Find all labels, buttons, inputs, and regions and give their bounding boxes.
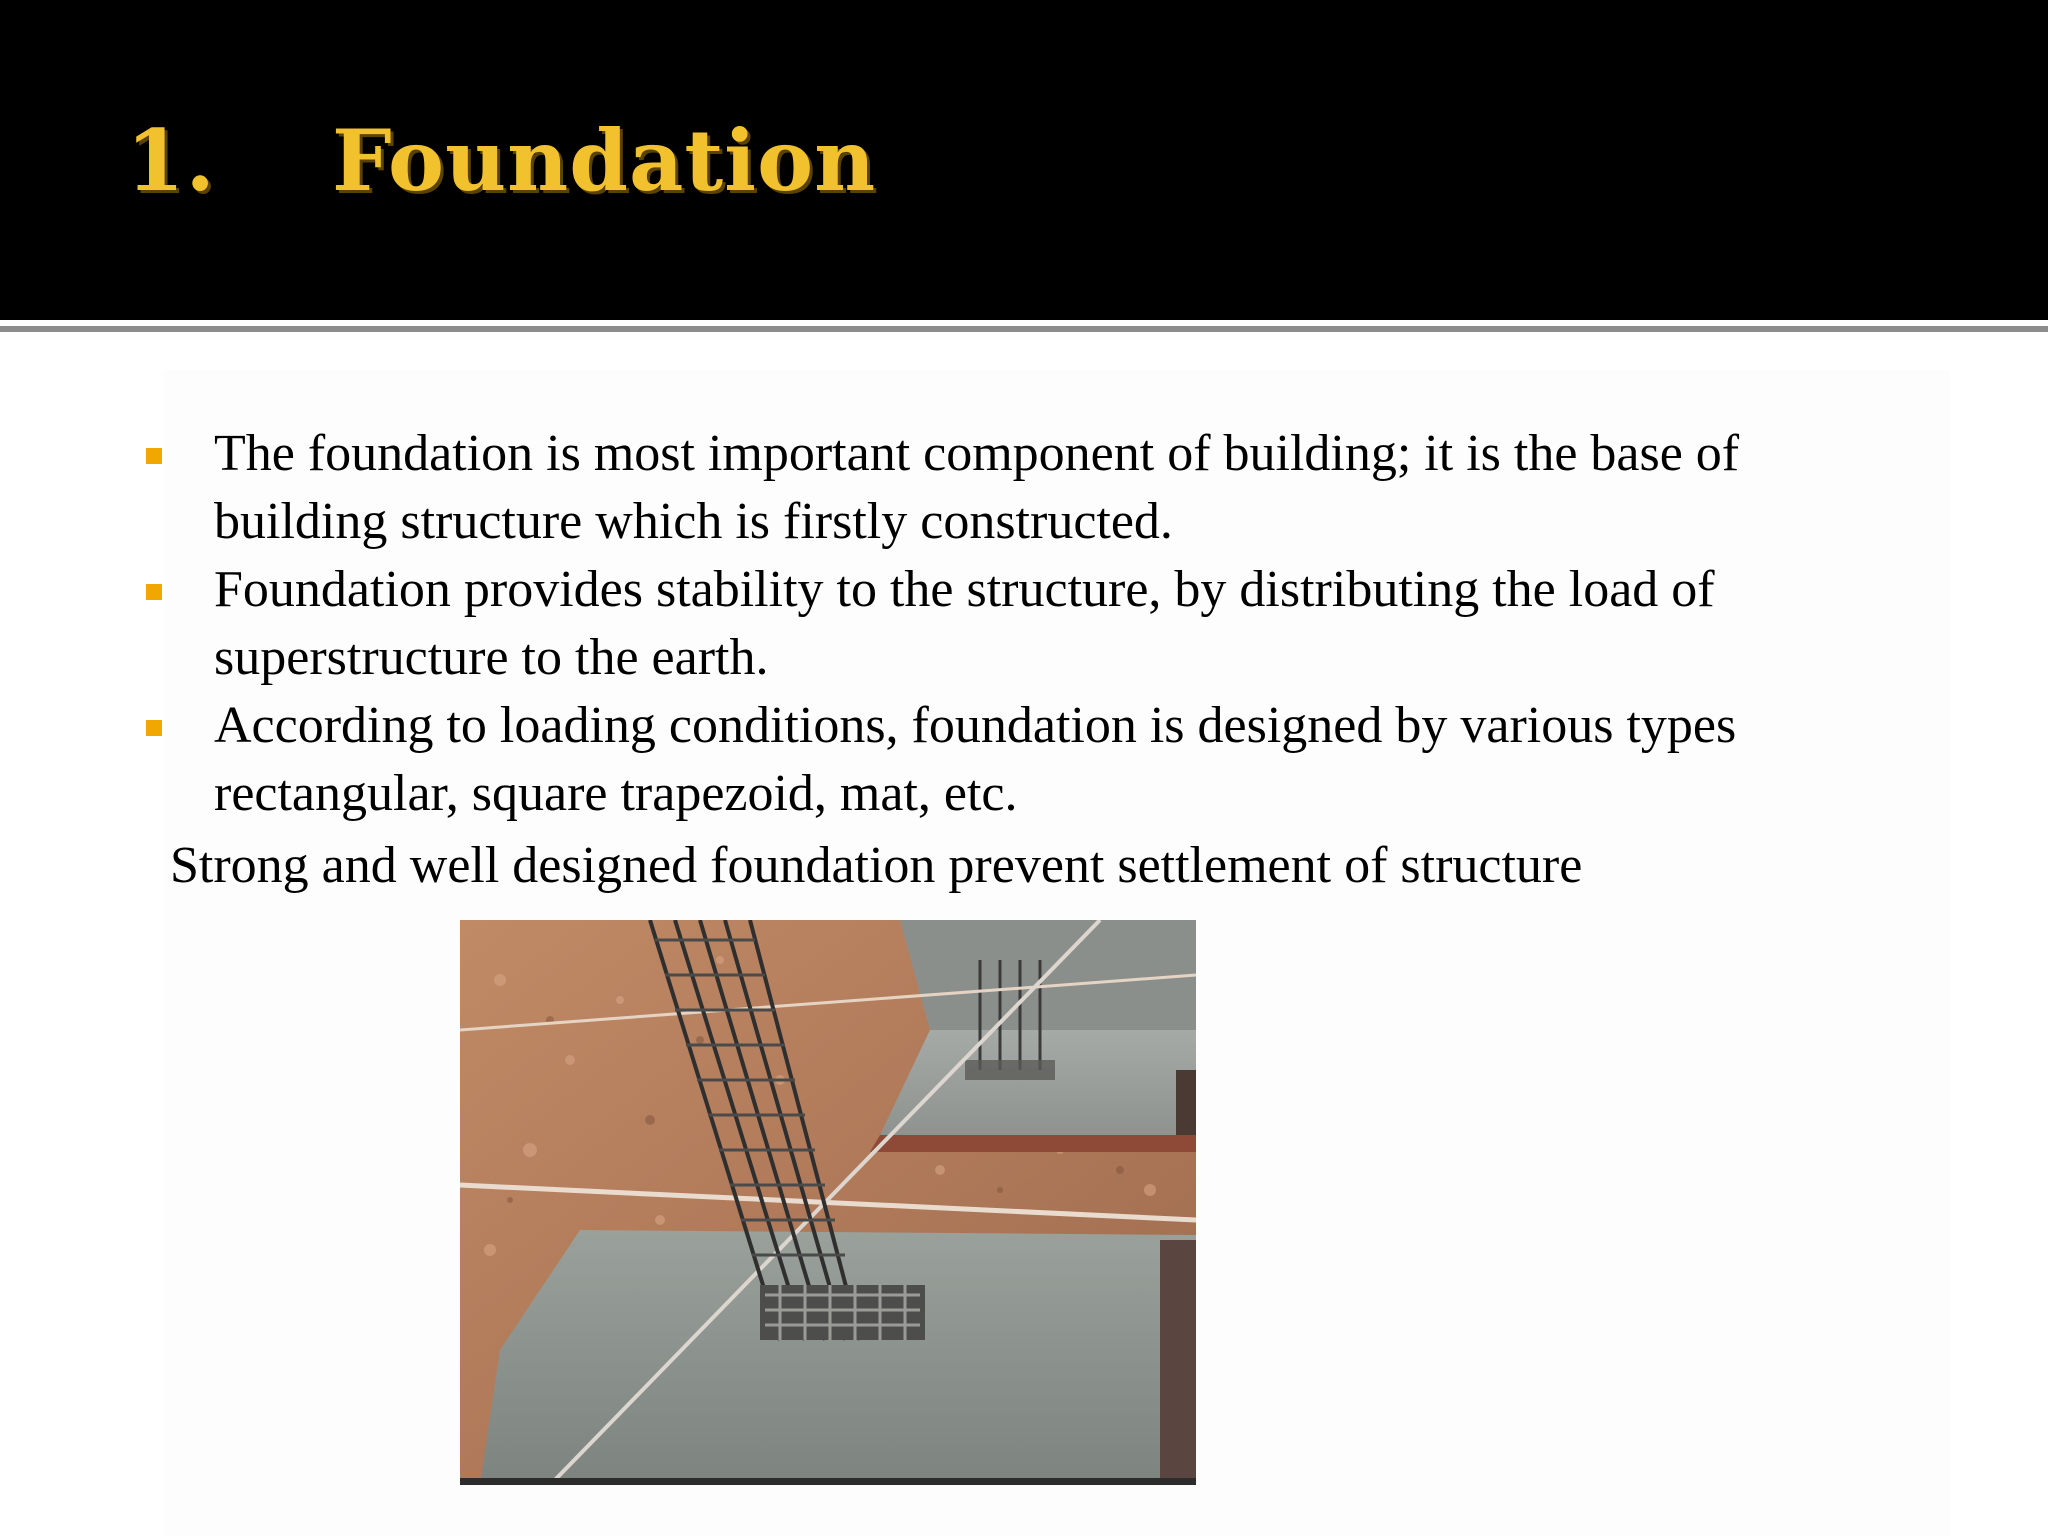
header-divider — [0, 326, 2048, 332]
title-text: Foundation — [332, 110, 877, 210]
bullet-list — [140, 420, 1900, 828]
bullet-item — [140, 692, 1900, 828]
slide-title — [126, 100, 876, 220]
bullet-text: Foundation provides stability to the structure, by distributing the load of superstructure to the earth. — [214, 561, 1715, 686]
bullet-item — [140, 420, 1900, 556]
title-number: 1. — [126, 110, 216, 210]
bullet-item — [140, 556, 1900, 692]
closing-statement: Strong and well designed foundation prevent settlement of structure — [170, 837, 1583, 894]
square-bullet-icon — [146, 448, 162, 464]
square-bullet-icon — [146, 584, 162, 600]
bullet-text: The foundation is most important component of building; it is the base of building structure which is firstly constructed. — [214, 425, 1740, 550]
square-bullet-icon — [146, 720, 162, 736]
bullet-text: According to loading conditions, foundation is designed by various types rectangular, square trapezoid, mat, etc. — [214, 697, 1737, 822]
foundation-photo — [460, 920, 1196, 1485]
